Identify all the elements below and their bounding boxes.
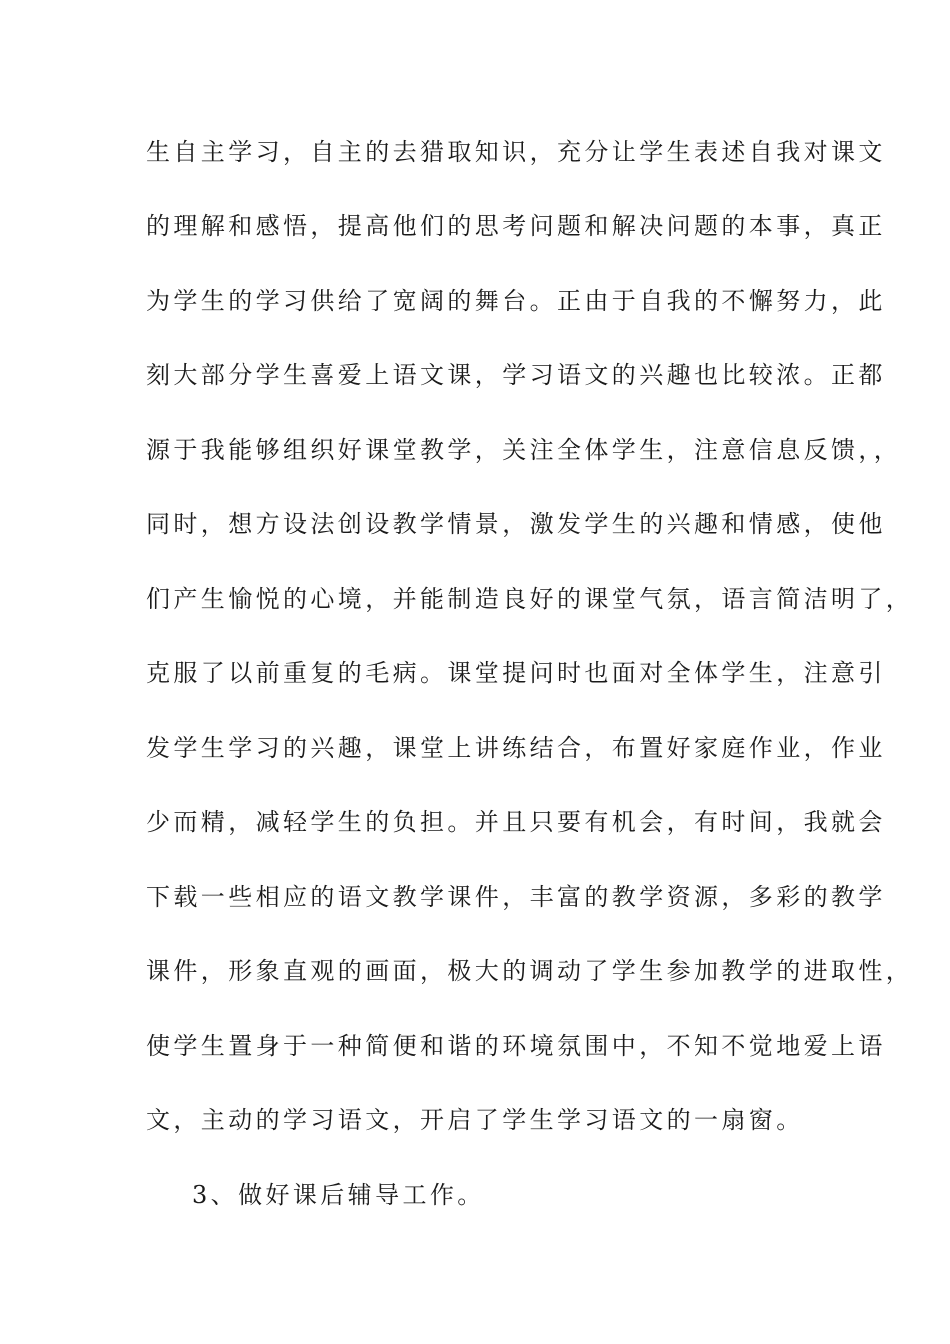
paragraph-line: 同时，想方设法创设教学情景，激发学生的兴趣和情感，使他	[146, 510, 886, 538]
paragraph-line: 发学生学习的兴趣，课堂上讲练结合，布置好家庭作业，作业	[146, 734, 886, 762]
paragraph-line: 克服了以前重复的毛病。课堂提问时也面对全体学生，注意引	[146, 659, 886, 687]
paragraph-line: 课件，形象直观的画面，极大的调动了学生参加教学的进取性，	[146, 957, 914, 985]
paragraph-line: 源于我能够组织好课堂教学，关注全体学生，注意信息反馈，，	[146, 436, 902, 464]
section-heading: 3、做好课后辅导工作。	[192, 1181, 485, 1209]
paragraph-line: 使学生置身于一种简便和谐的环境氛围中，不知不觉地爱上语	[146, 1032, 886, 1060]
paragraph-line: 为学生的学习供给了宽阔的舞台。正由于自我的不懈努力，此	[146, 287, 886, 315]
paragraph-line: 刻大部分学生喜爱上语文课，学习语文的兴趣也比较浓。正都	[146, 361, 886, 389]
paragraph-line: 下载一些相应的语文教学课件，丰富的教学资源，多彩的教学	[146, 883, 886, 911]
paragraph-line: 们产生愉悦的心境，并能制造良好的课堂气氛，语言简洁明了，	[146, 585, 914, 613]
paragraph-line: 的理解和感悟，提高他们的思考问题和解决问题的本事，真正	[146, 212, 886, 240]
paragraph-line: 生自主学习，自主的去猎取知识，充分让学生表述自我对课文	[146, 138, 886, 166]
paragraph-line: 少而精，减轻学生的负担。并且只要有机会，有时间，我就会	[146, 808, 886, 836]
paragraph-line: 文，主动的学习语文，开启了学生学习语文的一扇窗。	[146, 1106, 804, 1134]
